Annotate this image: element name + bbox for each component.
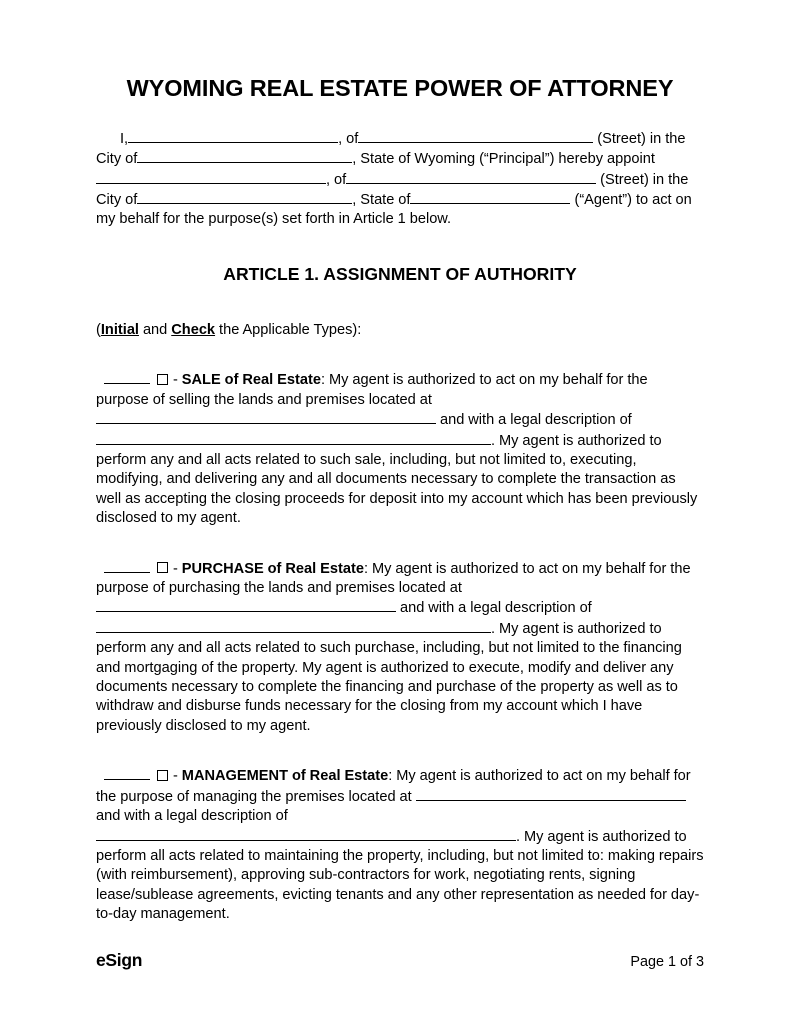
management-legal-desc-blank[interactable] [96,827,516,841]
document-body [96,0,704,925]
agent-street-blank[interactable] [346,170,596,184]
principal-name-blank[interactable] [128,129,338,143]
management-initial-blank[interactable] [104,766,150,780]
page-number: Page 1 of 3 [630,954,704,970]
clause-sale: - SALE of Real Estate: My agent is authorized to act on my behalf for the purpose of selling the lands and premises located at and with a legal description of . My agent is authorized to perform any and all acts related to such sale, including, but not limited to, executing, modifying, and delivering any and all documents necessary to complete the transaction as well as accepting the closing proceeds for deposit into my account which has been previously disclosed to my agent. [96,372,698,527]
principal-street-blank[interactable] [358,129,593,143]
management-premises-blank[interactable] [416,787,686,801]
intro-seg5: , of [326,171,347,188]
intro-seg7: , State of [352,192,411,209]
clause-purchase-text2: and with a legal description of [399,600,592,617]
clause-management-label: MANAGEMENT of Real Estate [181,768,389,785]
intro-seg8: (“Agent”) to act on my behalf for the purpose(s) set forth in Article 1 below. [96,192,692,228]
empty-checkbox-icon[interactable] [157,562,168,573]
page-title: WYOMING REAL ESTATE POWER OF ATTORNEY [126,75,674,101]
clause-sale-text1: : My agent is authorized to act on my behalf for the purpose of selling the lands and premises located at [96,372,648,408]
clause-purchase: - PURCHASE of Real Estate: My agent is authorized to act on my behalf for the purpose of purchasing the lands and premises located at and with a legal description of . My agent is authorized to perform any and all acts related to such purchase, including, but not limited to the financing and mortgaging of the property. My agent is authorized to execute, modify and deliver any documents necessary to complete the financing and purchase of the property as well as to withdraw and disburse funds necessary for the closing from my account which I have previously disclosed to my agent. [96,560,691,734]
page-footer [96,950,704,971]
agent-state-blank[interactable] [410,190,570,204]
clause-purchase-text1: : My agent is authorized to act on my behalf for the purpose of purchasing the lands and premises located at [96,560,691,597]
clause-management-text2: and with a legal description of [96,808,288,825]
esign-logo: eSign [96,950,143,970]
intro-seg3: (Street) in the City of [96,130,686,168]
empty-checkbox-icon[interactable] [157,374,168,385]
clause-management: - MANAGEMENT of Real Estate: My agent is authorized to act on my behalf for the purpose of managing the premises located at and with a legal description of . My agent is authorized to perform all acts related to maintaining the property, including, but not limited to: making repairs (with reimbursement), approving sub-contractors for work, negotiating rents, signing lease/sublease agreements, evicting tenants and any other representation as needed for day-to-day management. [96,768,704,923]
clause-sale-text3: . My agent is authorized to perform any and all acts related to such sale, including, but not limited to, executing, modifying, and delivering any and all documents necessary to complete the transaction as well as accepting the closing proceeds for deposit into my account which has been previously disclosed to my agent. [96,432,698,527]
intro-seg4: , State of Wyoming (“Principal”) hereby appoint [352,151,655,168]
agent-city-blank[interactable] [137,190,352,204]
sale-premises-blank[interactable] [96,410,436,424]
instruction-line [96,285,704,340]
intro-seg2: , of [338,130,359,147]
sale-initial-blank[interactable] [104,370,150,384]
intro-paragraph [96,102,704,230]
instruction-joiner: and [138,321,172,338]
intro-seg1: I, [120,130,129,147]
clause-purchase-text3: . My agent is authorized to perform any and all acts related to such purchase, including, but not limited to the financing and mortgaging of the property. My agent is authorized to execute, modify and deliver any documents necessary to complete the financing and purchase of the property as well as to withdraw and disburse funds necessary for the closing from my account which I have previously disclosed to my agent. [96,620,682,734]
article-1-heading: ARTICLE 1. ASSIGNMENT OF AUTHORITY [223,263,577,284]
principal-city-blank[interactable] [137,149,352,163]
intro-seg6: (Street) in the City of [96,171,689,209]
clause-management-text3: . My agent is authorized to perform all acts related to maintaining the property, including, but not limited to: making repairs (with reimbursement), approving sub-contractors for work, negotiating rents, signing lease/sublease agreements, evicting tenants and any other representation as needed for day-to-day management. [96,828,704,923]
instruction-close: the Applicable Types): [215,321,362,338]
purchase-premises-blank[interactable] [96,598,396,612]
clause-sale-text2: and with a legal description of [439,412,632,429]
instruction-open: ( [96,321,101,338]
agent-name-blank[interactable] [96,170,326,184]
clause-sale-label: SALE of Real Estate [181,372,321,389]
clause-purchase-label: PURCHASE of Real Estate [181,560,364,577]
empty-checkbox-icon[interactable] [157,770,168,781]
purchase-legal-desc-blank[interactable] [96,619,491,633]
sale-legal-desc-blank[interactable] [96,431,491,445]
purchase-initial-blank[interactable] [104,559,150,573]
instruction-word-check: Check [171,321,216,338]
clause-management-text1: : My agent is authorized to act on my behalf for the purpose of managing the premises located at [96,768,691,805]
instruction-word-initial: Initial [100,321,139,338]
